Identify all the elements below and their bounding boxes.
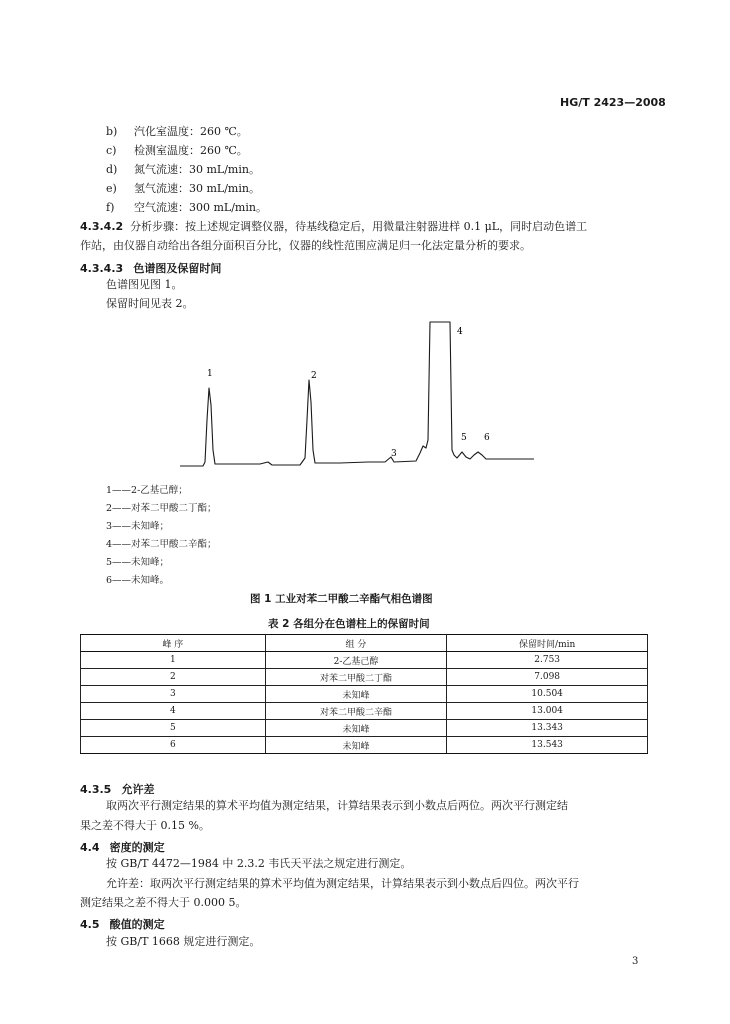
peak-label: 3 [391, 449, 397, 459]
condition-label: d) [106, 163, 118, 176]
condition-text: 空气流速：300 mL/min。 [134, 201, 267, 214]
peak-label: 5 [461, 433, 467, 443]
legend-item: 4——对苯二甲酸二辛酯； [106, 539, 217, 550]
cell-component: 对苯二甲酸二辛酯 [265, 703, 447, 720]
paragraph-text: 按 GB/T 1668 规定进行测定。 [106, 935, 261, 948]
table-row [81, 737, 648, 754]
legend-item: 1——2-乙基己醇； [106, 485, 188, 496]
peak-label: 2 [311, 371, 317, 381]
section-45-heading [80, 913, 165, 932]
peak-label: 6 [484, 433, 490, 443]
table-header-row [81, 635, 648, 652]
cell-peak: 1 [81, 652, 266, 669]
section-number: 4.4 [80, 841, 100, 854]
legend-item: 6——未知峰。 [106, 575, 170, 586]
chromatogram-trace [180, 322, 534, 466]
paragraph-text: 测定结果之差不得大于 0.000 5。 [80, 896, 247, 909]
paragraph-text: 取两次平行测定结果的算术平均值为测定结果，计算结果表示到小数点后两位。两次平行测定结 [106, 799, 568, 812]
section-number: 4.3.4.2 [80, 220, 124, 233]
table-reference: 保留时间见表 2。 [106, 297, 194, 310]
condition-text: 氢气流速：30 mL/min。 [134, 182, 260, 195]
condition-label: c) [106, 144, 117, 157]
section-44-heading [80, 836, 165, 855]
legend-item: 3——未知峰； [106, 521, 170, 532]
figure-reference: 色谱图见图 1。 [106, 278, 183, 291]
legend-item: 5——未知峰； [106, 557, 170, 568]
condition-text: 检测室温度：260 ℃。 [134, 144, 248, 157]
table-caption: 表 2 各组分在色谱柱上的保留时间 [268, 618, 430, 630]
cell-time: 13.543 [447, 737, 648, 754]
table-row [81, 686, 648, 703]
header-component: 组 分 [265, 635, 447, 652]
cell-time: 13.004 [447, 703, 648, 720]
condition-label: b) [106, 125, 118, 138]
cell-peak: 4 [81, 703, 266, 720]
section-title: 允许差 [121, 783, 155, 796]
condition-label: f) [106, 201, 115, 214]
cell-peak: 2 [81, 669, 266, 686]
legend-item: 2——对苯二甲酸二丁酯； [106, 503, 217, 514]
cell-peak: 3 [81, 686, 266, 703]
section-4342-line2: 作站，由仪器自动给出各组分面积百分比，仪器的线性范围应满足归一化法定量分析的要求。 [80, 239, 531, 252]
paragraph-text: 允许差：取两次平行测定结果的算术平均值为测定结果，计算结果表示到小数点后四位。两次平行 [106, 877, 579, 890]
cell-component: 未知峰 [265, 720, 447, 737]
section-number: 4.3.4.3 [80, 262, 124, 275]
condition-label: e) [106, 182, 117, 195]
table-row [81, 669, 648, 686]
table-row [81, 720, 648, 737]
peak-label: 4 [457, 327, 463, 337]
cell-peak: 5 [81, 720, 266, 737]
paragraph-text: 按 GB/T 4472—1984 中 2.3.2 韦氏天平法之规定进行测定。 [106, 857, 412, 870]
section-title: 色谱图及保留时间 [133, 262, 222, 275]
cell-time: 7.098 [447, 669, 648, 686]
cell-time: 13.343 [447, 720, 648, 737]
page-number: 3 [632, 956, 639, 967]
paragraph-text: 果之差不得大于 0.15 %。 [80, 819, 210, 832]
cell-time: 10.504 [447, 686, 648, 703]
figure-caption: 图 1 工业对苯二甲酸二辛酯气相色谱图 [250, 593, 433, 605]
cell-component: 对苯二甲酸二丁酯 [265, 669, 447, 686]
section-title: 酸值的测定 [109, 918, 165, 931]
cell-component: 2-乙基己醇 [265, 652, 447, 669]
peak-label: 1 [207, 369, 213, 379]
cell-component: 未知峰 [265, 737, 447, 754]
retention-time-table [80, 634, 648, 754]
table-row [81, 703, 648, 720]
section-number: 4.3.5 [80, 783, 112, 796]
cell-component: 未知峰 [265, 686, 447, 703]
condition-text: 汽化室温度：260 ℃。 [134, 125, 248, 138]
section-435-heading [80, 778, 155, 797]
table-row [81, 652, 648, 669]
header-peak-order: 峰 序 [81, 635, 266, 652]
section-title: 密度的测定 [109, 841, 165, 854]
section-number: 4.5 [80, 918, 100, 931]
condition-text: 氮气流速：30 mL/min。 [134, 163, 260, 176]
cell-peak: 6 [81, 737, 266, 754]
cell-time: 2.753 [447, 652, 648, 669]
standard-number: HG/T 2423—2008 [560, 96, 666, 109]
header-retention-time: 保留时间/min [447, 635, 648, 652]
paragraph-text: 分析步骤：按上述规定调整仪器，待基线稳定后，用微量注射器进样 0.1 μL，同时启动色谱工 [130, 220, 588, 233]
